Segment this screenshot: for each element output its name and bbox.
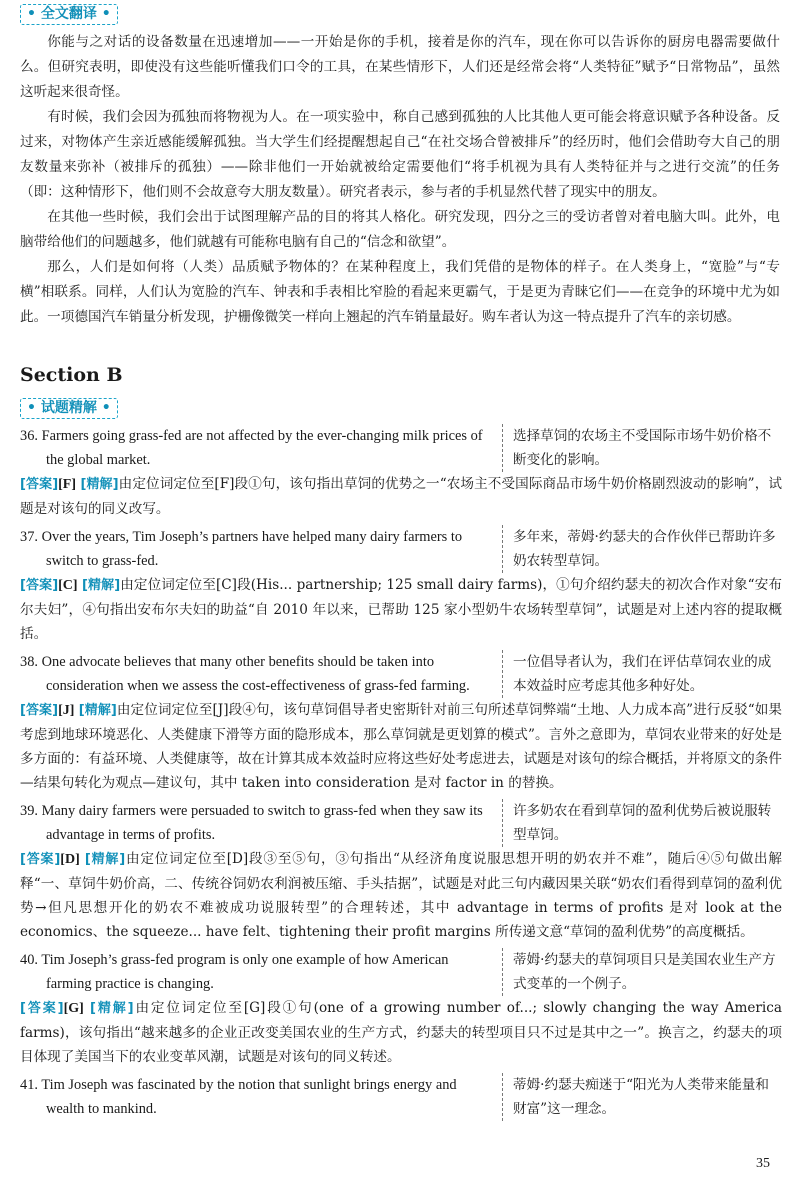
answer-key: [D]	[60, 852, 80, 867]
question-english: Tim Joseph’s grass-fed program is only one example of how American farming practice is changing.	[41, 952, 449, 992]
question-list	[20, 424, 782, 1121]
analysis-label: [精解]	[82, 578, 121, 593]
question-chinese: 一位倡导者认为，我们在评估草饲农业的成本效益时应考虑其他多种好处。	[502, 650, 782, 698]
answer-key: [F]	[58, 477, 77, 492]
question-37	[20, 525, 782, 573]
translation-tag: • 全文翻译 •	[20, 4, 118, 25]
answer-38	[20, 698, 782, 795]
answer-40	[20, 996, 782, 1069]
answer-key: [C]	[58, 578, 78, 593]
analysis-label: [精解]	[80, 477, 119, 492]
analysis-label: [精解]	[78, 703, 117, 718]
analysis-text: 由定位词定位至[D]段③至⑤句，③句指出“从经济角度说服思想开明的奶农并不难”，随后④⑤句做出解释“一、草饲牛奶价高，二、传统谷饲奶农利润被压缩、手头拮据”，试题是对此三句内藏因果关联“奶农们看得到草饲的盈利优势→但凡思想开化的奶农不难被成功说服转型”的合理转述，其中 advantage in terms of profits 是对 look at the economics、the squeeze... have felt、tightening their profit margins 所传递文意“草饲的盈利优势”的高度概括。	[20, 851, 782, 940]
translation-block	[20, 30, 780, 330]
question-40	[20, 948, 782, 996]
question-number: 37.	[20, 529, 38, 545]
answer-key: [J]	[58, 703, 75, 718]
question-chinese: 选择草饲的农场主不受国际市场牛奶价格不断变化的影响。	[502, 424, 782, 472]
question-39	[20, 799, 782, 847]
translation-paragraph-2: 有时候，我们会因为孤独而将物视为人。在一项实验中，称自己感到孤独的人比其他人更可能会将意识赋予各种设备。反过来，对物体产生亲近感能缓解孤独。当大学生们经提醒想起自己“在社交场合曾被排斥”的经历时，他们会借助夸大自己的朋友数量来弥补（被排斥的孤独）——除非他们一开始就被给定需要他们“将手机视为具有人类特征并与之进行交流”的任务（即：这种情形下，他们则不会故意夸大朋友数量）。研究者表示，参与者的手机显然代替了现实中的朋友。	[20, 109, 780, 200]
analysis-text: 由定位词定位至[F]段①句，该句指出草饲的优势之一“农场主不受国际商品市场牛奶价格剧烈波动的影响”，试题是对该句的同义改写。	[20, 476, 782, 517]
question-english: Many dairy farmers were persuaded to switch to grass-fed when they saw its advantage in terms of profits.	[41, 803, 483, 843]
question-number: 40.	[20, 952, 38, 968]
translation-paragraph-1: 你能与之对话的设备数量在迅速增加——一开始是你的手机，接着是你的汽车，现在你可以告诉你的厨房电器需要做什么。但研究表明，即使没有这些能听懂我们口令的工具，在某些情形下，人们还是经常会将“人类特征”赋予“日常物品”，虽然这听起来很奇怪。	[20, 34, 780, 100]
section-title: Section B	[20, 364, 123, 386]
question-chinese: 蒂姆·约瑟夫的草饲项目只是美国农业生产方式变革的一个例子。	[502, 948, 782, 996]
question-chinese: 蒂姆·约瑟夫痴迷于“阳光为人类带来能量和财富”这一理念。	[502, 1073, 782, 1121]
question-number: 36.	[20, 428, 38, 444]
question-english: One advocate believes that many other benefits should be taken into consideration when we assess the cost-effectiveness of grass-fed farming.	[41, 654, 470, 694]
analysis-label: [精解]	[90, 1001, 134, 1016]
answer-label: [答案]	[20, 477, 59, 492]
answer-label: [答案]	[20, 852, 61, 867]
question-number: 38.	[20, 654, 38, 670]
page-number: 35	[756, 1156, 770, 1171]
question-english: Over the years, Tim Joseph’s partners have helped many dairy farmers to switch to grass-fed.	[41, 529, 463, 569]
question-38	[20, 650, 782, 698]
section-tag: • 试题精解 •	[20, 398, 118, 419]
analysis-text: 由定位词定位至[C]段(His... partnership; 125 small dairy farms)，①句介绍约瑟夫的初次合作对象“安布尔夫妇”，④句指出安布尔夫妇的助益“自 2010 年以来，已帮助 125 家小型奶牛农场转型草饲”，试题是对上述内容的提取概括。	[20, 577, 782, 642]
question-english: Tim Joseph was fascinated by the notion that sunlight brings energy and wealth to mankind.	[41, 1077, 457, 1117]
translation-paragraph-3: 在其他一些时候，我们会出于试图理解产品的目的将其人格化。研究发现，四分之三的受访者曾对着电脑大叫。此外，电脑带给他们的问题越多，他们就越有可能称电脑有自己的“信念和欲望”。	[20, 209, 780, 250]
answer-key: [G]	[63, 1001, 84, 1016]
translation-paragraph-4: 那么，人们是如何将（人类）品质赋予物体的？在某种程度上，我们凭借的是物体的样子。在人类身上，“宽脸”与“专横”相联系。同样，人们认为宽脸的汽车、钟表和手表相比窄脸的看起来更霸气，于是更为青睐它们——在竞争的环境中尤为如此。一项德国汽车销量分析发现，护栅像微笑一样向上翘起的汽车销量最好。购车者认为这一特点提升了汽车的亲切感。	[20, 259, 780, 325]
question-chinese: 许多奶农在看到草饲的盈利优势后被说服转型草饲。	[502, 799, 782, 847]
question-chinese: 多年来，蒂姆·约瑟夫的合作伙伴已帮助许多奶农转型草饲。	[502, 525, 782, 573]
question-english: Farmers going grass-fed are not affected by the ever-changing milk prices of the global market.	[41, 428, 483, 468]
answer-36	[20, 472, 782, 521]
question-number: 39.	[20, 803, 38, 819]
answer-39	[20, 847, 782, 944]
question-36	[20, 424, 782, 472]
answer-label: [答案]	[20, 578, 59, 593]
answer-label: [答案]	[20, 1001, 64, 1016]
analysis-text: 由定位词定位至[G]段①句(one of a growing number of...; slowly changing the way America farms)，该句指出“越来越多的企业正改变美国农业的生产方式，约瑟夫的转型项目只不过是其中之一”。换言之，约瑟夫的项目体现了美国当下的农业变革风潮，试题是对该句的同义转述。	[20, 1000, 782, 1065]
answer-37	[20, 573, 782, 646]
question-number: 41.	[20, 1077, 38, 1093]
analysis-text: 由定位词定位至[J]段④句，该句草饲倡导者史密斯针对前三句所述草饲弊端“土地、人力成本高”进行反驳“如果考虑到地球环境恶化、人类健康下滑等方面的隐形成本，那么草饲就是更划算的模式”。言外之意即为，草饲农业带来的好处是多方面的：有益环境、人类健康等，故在计算其成本效益时应将这些好处考虑进去，试题是对该句的综合概括，并将原文的条件—结果句转化为观点—建议句，其中 taken into consideration 是对 factor in 的替换。	[20, 702, 782, 791]
question-41	[20, 1073, 782, 1121]
analysis-label: [精解]	[84, 852, 126, 867]
answer-label: [答案]	[20, 703, 59, 718]
